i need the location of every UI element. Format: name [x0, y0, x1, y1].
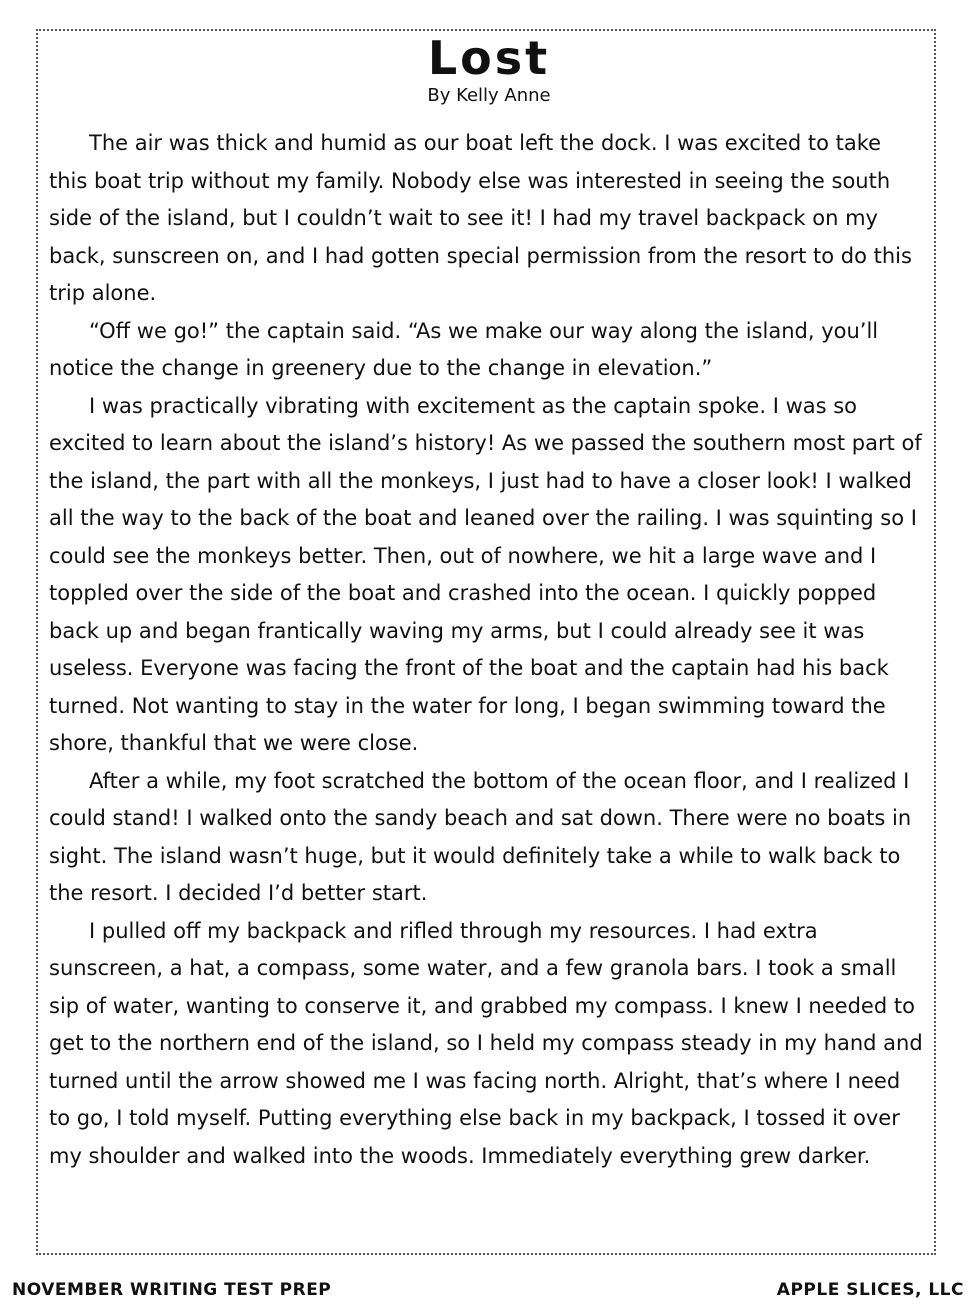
story-paragraph: After a while, my foot scratched the bottom of the ocean floor, and I realized I could stand! I walked onto the sandy beach and sat down. There were no boats in sight. The island wasn’t huge, but it would definitely take a while to walk back to the resort. I decided I’d better start. — [49, 768, 912, 905]
story-paragraph: I pulled off my backpack and rifled through my resources. I had extra sunscreen, a hat, a compass, some water, and a few granola bars. I took a small sip of water, wanting to conserve it, and grabbed my compass. I knew I needed to get to the northern end of the island, so I held my compass steady in my hand and turned until the arrow showed me I was facing north. Alright, that’s where I need to go, I told myself. Putting everything else back in my backpack, I tossed it over my shoulder and walked into the woods. Immediately everything grew darker. — [49, 918, 923, 1168]
story-title: Lost — [427, 31, 551, 85]
story-paragraph: I was practically vibrating with excitement as the captain spoke. I was so excited to learn about the island’s history! As we passed the southern most part of the island, the part with all the monkeys, I just had to have a closer look! I walked all the way to the back of the boat and leaned over the railing. I was squinting so I could see the monkeys better. Then, out of nowhere, we hit a large wave and I toppled over the side of the boat and crashed into the ocean. I quickly popped back up and began frantically waving my arms, but I could already see it was useless. Everyone was facing the front of the boat and the captain had his back turned. Not wanting to stay in the water for long, I began swimming toward the shore, thankful that we were close. — [49, 393, 922, 755]
story-byline: By Kelly Anne — [427, 85, 551, 106]
story-paragraph: “Off we go!” the captain said. “As we make our way along the island, you’ll notice the change in greenery due to the change in elevation.” — [49, 318, 879, 380]
footer-publisher-label: APPLE SLICES, LLC — [776, 1280, 964, 1300]
story-body — [49, 125, 924, 1175]
story-paragraph: The air was thick and humid as our boat left the dock. I was excited to take this boat trip without my family. Nobody else was interested in seeing the south side of the island, but I couldn’t wait to see it! I had my travel backpack on my back, sunscreen on, and I had gotten special permission from the resort to do this trip alone. — [49, 131, 912, 305]
footer-series-label: NOVEMBER WRITING TEST PREP — [12, 1280, 332, 1300]
